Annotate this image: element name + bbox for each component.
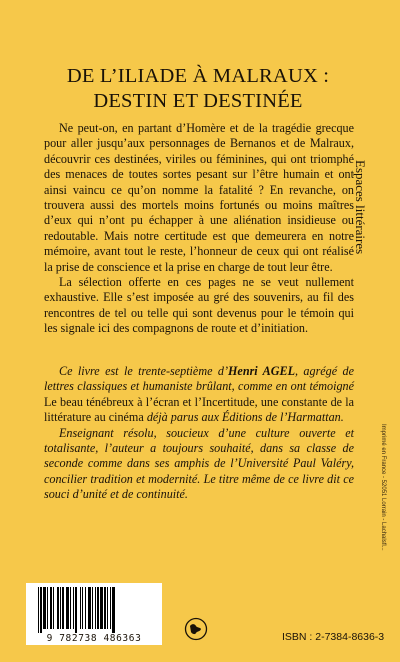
title-line-1: DE L’ILIADE À MALRAUX :: [66, 65, 330, 87]
author-name: Henri AGEL: [227, 364, 295, 378]
barcode-bar: [97, 587, 99, 629]
series-name: Espaces littéraires: [353, 160, 368, 255]
barcode-bar: [50, 587, 52, 629]
barcode-bar: [75, 587, 77, 633]
barcode-bar: [112, 587, 115, 633]
barcode-bar: [104, 587, 106, 629]
barcode-bar: [43, 587, 46, 629]
barcode-bar: [110, 587, 111, 629]
bio-paragraph-1: Ce livre est le trente-septième d’Henri AGEL, agrégé de lettres classiques et humaniste brûlant, comme en ont témoigné Le beau ténébreux à l’écran et l’Incertitude, une constante de la littérature au cinéma déjà parus aux Éditions de l’Harmattan.: [44, 364, 354, 425]
blurb-paragraph-1: Ne peut-on, en partant d’Homère et de la tragédie grecque pour aller jusqu’aux personnages de Bernanos et de Malraux, découvrir ces destinées, viriles ou féminines, qui ont triomphé des menaces de toutes sortes pesant sur l’être humain et ont ainsi vaincu ce qu’on nomme la fatalité ? En revanche, on trouvera aussi des mortels moins fortunés ou moins maîtres d’eux qui n’ont pu échapper à une aliénation insidieuse ou redoutable. Mais notre certitude est que demeurera en notre mémoire, avant tout le reste, l’honneur de ceux qui ont réalisé la prise de conscience et la prise en charge de tout leur être.: [44, 121, 354, 274]
publisher-logo-icon: [184, 617, 208, 641]
printer-note: Imprimé en France - 52051 Lorrain - Lachalsfl...: [380, 424, 386, 551]
barcode-bar: [70, 587, 71, 629]
barcode-bar: [53, 587, 54, 629]
blurb-paragraph-2: La sélection offerte en ces pages ne se veut nullement exhaustive. Elle s’est imposée au gré des souvenirs, au fil des rencontres de tel ou telle qui sont devenus pour le témoin qui les signale ici des compagnons de route et d’initiation.: [44, 275, 354, 336]
barcode-bar: [40, 587, 42, 633]
barcode-bar: [80, 587, 81, 629]
isbn: ISBN : 2-7384-8636-3: [282, 631, 385, 643]
barcode-bar: [73, 587, 74, 629]
barcode: [26, 583, 162, 645]
barcode-bar: [62, 587, 64, 629]
barcode-bar: [95, 587, 96, 629]
bio-paragraph-2: Enseignant résolu, soucieux d’une culture ouverte et totalisante, l’auteur a toujours souhaité, dans sa classe de seconde comme dans ses amphis de l’Université Paul Valéry, concilier tradition et modernité. Le titre même de ce livre dit ce souci d’unité et de continuité.: [44, 425, 354, 502]
title-line-2: DESTIN ET DESTINÉE: [93, 90, 303, 112]
barcode-bar: [47, 587, 48, 629]
barcode-bar: [85, 587, 86, 629]
author-bio: [44, 364, 354, 503]
barcode-bar: [66, 587, 69, 629]
book-title: [40, 64, 356, 114]
barcode-bars: [32, 587, 156, 633]
barcode-bar: [60, 587, 61, 629]
barcode-bar: [88, 587, 91, 629]
barcode-digits: 9 782738 486363: [46, 633, 142, 644]
barcode-bar: [100, 587, 103, 629]
barcode-bar: [107, 587, 108, 629]
blurb: [44, 121, 354, 337]
barcode-bar: [92, 587, 93, 629]
barcode-bar: [82, 587, 83, 629]
barcode-bar: [38, 587, 39, 633]
barcode-bar: [57, 587, 59, 629]
